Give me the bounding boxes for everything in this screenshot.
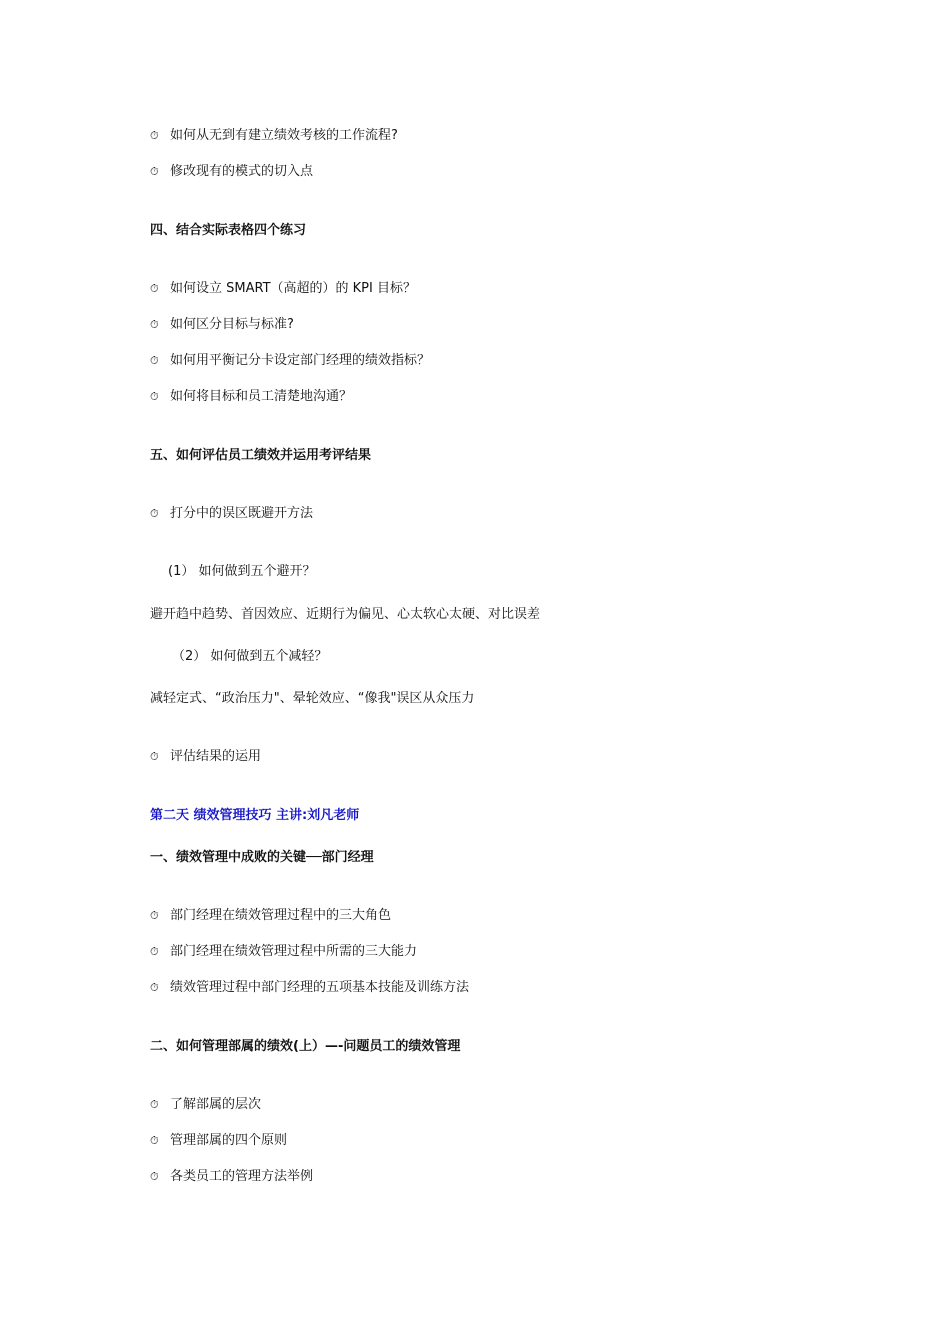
- sub-item-1: (1） 如何做到五个避开？: [168, 564, 316, 579]
- clock-bullet-icon: ⏱: [150, 1134, 159, 1147]
- clock-bullet-icon: ⏱: [150, 165, 159, 178]
- list-item-text: 如何区分目标与标准?: [170, 317, 294, 332]
- clock-bullet-icon: ⏱: [150, 282, 159, 295]
- clock-bullet-icon: ⏱: [150, 750, 159, 763]
- sub-item-2: （2） 如何做到五个减轻？: [172, 649, 328, 664]
- list-item: [150, 1096, 261, 1114]
- list-item: [150, 280, 416, 298]
- clock-bullet-icon: ⏱: [150, 354, 159, 367]
- list-item: [150, 505, 313, 523]
- clock-bullet-icon: ⏱: [150, 507, 159, 520]
- list-item: [150, 1168, 313, 1186]
- section-heading-2: 二、如何管理部属的绩效(上）—-问题员工的绩效管理: [150, 1039, 461, 1054]
- list-item: [150, 748, 261, 766]
- list-item-text: 打分中的误区既避开方法: [170, 506, 314, 521]
- list-item-text: 部门经理在绩效管理过程中所需的三大能力: [170, 944, 418, 959]
- list-item: [150, 127, 398, 145]
- clock-bullet-icon: ⏱: [150, 390, 159, 403]
- day-two-heading: 第二天 绩效管理技巧 主讲:刘凡老师: [150, 808, 360, 823]
- section-heading-1: 一、绩效管理中成败的关键──部门经理: [150, 850, 374, 865]
- list-item: [150, 388, 352, 406]
- section-heading-4: 四、结合实际表格四个练习: [150, 223, 307, 238]
- list-item-text: 如何用平衡记分卡设定部门经理的绩效指标？: [170, 353, 431, 368]
- list-item: [150, 352, 430, 370]
- list-item-text: 如何从无到有建立绩效考核的工作流程?: [170, 128, 398, 143]
- list-item-text: 绩效管理过程中部门经理的五项基本技能及训练方法: [170, 980, 470, 995]
- list-item: [150, 316, 294, 334]
- list-item-text: 修改现有的模式的切入点: [170, 164, 314, 179]
- list-item-text: 各类员工的管理方法举例: [170, 1169, 314, 1184]
- list-item: [150, 907, 391, 925]
- clock-bullet-icon: ⏱: [150, 909, 159, 922]
- section-heading-5: 五、如何评估员工绩效并运用考评结果: [150, 448, 372, 463]
- clock-bullet-icon: ⏱: [150, 945, 159, 958]
- list-item-text: 管理部属的四个原则: [170, 1133, 288, 1148]
- list-item-text: 部门经理在绩效管理过程中的三大角色: [170, 908, 392, 923]
- list-item: [150, 1132, 287, 1150]
- list-item-text: 了解部属的层次: [170, 1097, 262, 1112]
- clock-bullet-icon: ⏱: [150, 129, 159, 142]
- clock-bullet-icon: ⏱: [150, 1170, 159, 1183]
- paragraph-2: 减轻定式、“政治压力"、晕轮效应、“像我"误区从众压力: [150, 691, 475, 706]
- paragraph-1: 避开趋中趋势、首因效应、近期行为偏见、心太软心太硬、对比误差: [150, 607, 541, 622]
- list-item: [150, 943, 417, 961]
- list-item: [150, 163, 313, 181]
- clock-bullet-icon: ⏱: [150, 1098, 159, 1111]
- list-item-text: 如何将目标和员工清楚地沟通？: [170, 389, 353, 404]
- list-item: [150, 979, 469, 997]
- clock-bullet-icon: ⏱: [150, 981, 159, 994]
- clock-bullet-icon: ⏱: [150, 318, 159, 331]
- list-item-text: 评估结果的运用: [170, 749, 262, 764]
- list-item-text: 如何设立 SMART（高超的）的 KPI 目标？: [170, 281, 416, 296]
